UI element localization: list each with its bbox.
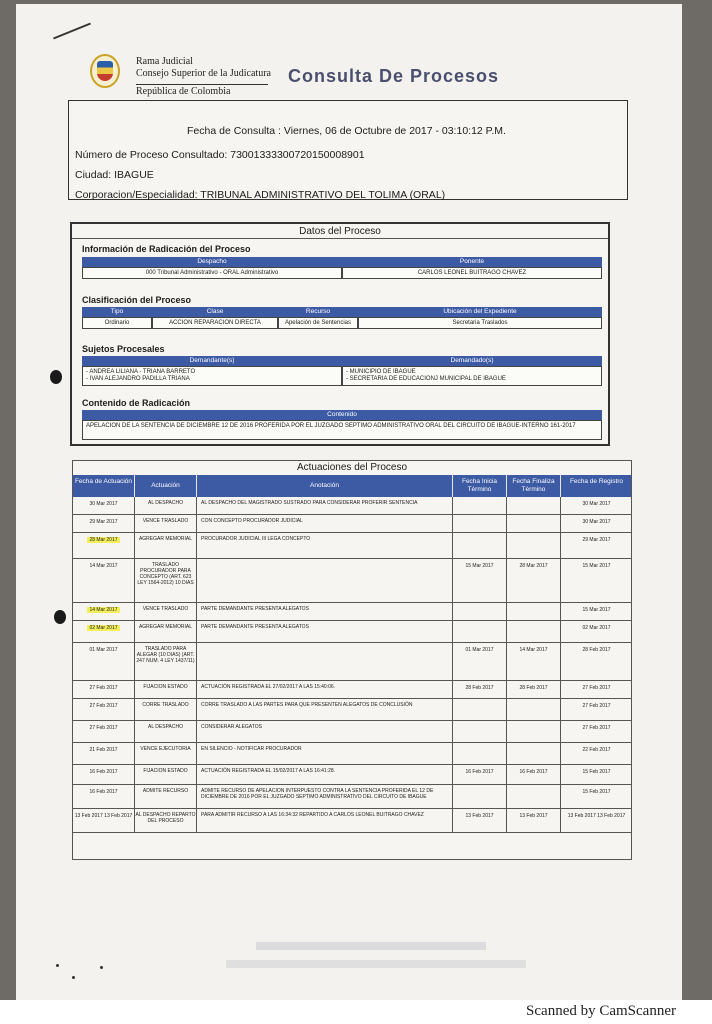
col-clase: Clase — [152, 307, 278, 317]
cell-fecha: 21 Feb 2017 — [73, 743, 135, 764]
corporacion: Corporacion/Especialidad: TRIBUNAL ADMINISTRATIVO DEL TOLIMA (ORAL) — [75, 189, 446, 201]
judiciary-logo — [84, 50, 274, 100]
cell-anotacion: CON CONCEPTO PROCURADOR JUDICIAL — [197, 515, 453, 532]
cell-fecha-finaliza: 16 Feb 2017 — [507, 765, 561, 784]
contenido-heading: Contenido de Radicación — [82, 398, 191, 408]
cell-fecha: 30 Mar 2017 — [73, 497, 135, 514]
cell-fecha: 01 Mar 2017 — [73, 643, 135, 680]
clasificacion-heading: Clasificación del Proceso — [82, 295, 192, 305]
scanner-watermark: Scanned by CamScanner — [526, 1003, 676, 1019]
cell-actuacion: TRASLADO PROCURADOR PARA CONCEPTO (ART. 623 LEY 1564-2012) 10 DIAS — [135, 559, 197, 602]
cell-fecha-registro: 27 Feb 2017 — [561, 721, 632, 742]
col-demandados: Demandado(s) — [342, 356, 602, 366]
cell-actuacion: FIJACION ESTADO — [135, 681, 197, 698]
cell-fecha-registro: 15 Feb 2017 — [561, 765, 632, 784]
cell-fecha-inicia — [453, 699, 507, 720]
cell-actuacion: AL DESPACHO REPARTO DEL PROCESO — [135, 809, 197, 832]
cell-fecha: 02 Mar 2017 — [73, 621, 135, 642]
cell-fecha-finaliza — [507, 743, 561, 764]
cell-fecha-inicia — [453, 721, 507, 742]
cell-fecha-finaliza: 14 Mar 2017 — [507, 643, 561, 680]
cell-anotacion: ACTUACIÓN REGISTRADA EL 15/02/2017 A LAS 16:41:28. — [197, 765, 453, 784]
cell-fecha-finaliza — [507, 497, 561, 514]
bleed-through-text — [226, 960, 526, 968]
numero-proceso: Número de Proceso Consultado: 73001333300720150008901 — [75, 149, 365, 161]
cell-fecha-registro: 15 Feb 2017 — [561, 785, 632, 808]
actuaciones-panel — [72, 460, 632, 860]
cell-fecha-finaliza — [507, 515, 561, 532]
org-line-1: Rama Judicial — [136, 56, 193, 67]
cell-fecha-finaliza — [507, 785, 561, 808]
col-despacho: Despacho — [82, 257, 342, 267]
demandados-cell — [342, 366, 602, 386]
punch-hole-top — [50, 370, 62, 384]
datos-panel-title: Datos del Proceso — [72, 224, 608, 239]
col-fecha-finaliza: Fecha Finaliza Término — [507, 475, 561, 497]
cell-actuacion: AL DESPACHO — [135, 721, 197, 742]
ubicacion-value: Secretaria Traslados — [358, 317, 602, 329]
demandante-1: - ANDREA LILIANA - TRIANA BARRETO — [86, 369, 196, 375]
cell-fecha-registro: 30 Mar 2017 — [561, 497, 632, 514]
cell-fecha-registro: 02 Mar 2017 — [561, 621, 632, 642]
cell-actuacion: AL DESPACHO — [135, 497, 197, 514]
cell-anotacion — [197, 643, 453, 680]
cell-fecha-finaliza — [507, 721, 561, 742]
cell-anotacion: ACTUACIÓN REGISTRADA EL 27/02/2017 A LAS 15:40:06. — [197, 681, 453, 698]
cell-fecha-finaliza — [507, 621, 561, 642]
cell-fecha: 16 Feb 2017 — [73, 785, 135, 808]
cell-fecha-inicia: 13 Feb 2017 — [453, 809, 507, 832]
cell-fecha-inicia — [453, 785, 507, 808]
cell-actuacion: CORRE TRASLADO — [135, 699, 197, 720]
table-row — [73, 621, 631, 643]
cell-fecha: 27 Feb 2017 — [73, 699, 135, 720]
cell-fecha-finaliza: 28 Mar 2017 — [507, 559, 561, 602]
cell-fecha: 13 Feb 2017 13 Feb 2017 — [73, 809, 135, 832]
demandado-2: - SECRETARIA DE EDUCACIONJ MUNICIPAL DE IBAGUE — [346, 376, 506, 382]
fecha-consulta: Fecha de Consulta : Viernes, 06 de Octubre de 2017 - 03:10:12 P.M. — [187, 125, 506, 137]
cell-fecha-inicia — [453, 497, 507, 514]
tipo-value: Ordinario — [82, 317, 152, 329]
radicacion-heading: Información de Radicación del Proceso — [82, 244, 251, 254]
table-row — [73, 765, 631, 785]
clase-value: ACCION REPARACION DIRECTA — [152, 317, 278, 329]
cell-fecha-registro: 15 Mar 2017 — [561, 603, 632, 620]
cell-anotacion: PARTE DEMANDANTE PRESENTA ALEGATOS — [197, 603, 453, 620]
table-row — [73, 497, 631, 515]
demandado-1: - MUNICIPIO DE IBAGUE — [346, 369, 416, 375]
col-ubicacion: Ubicación del Expediente — [358, 307, 602, 317]
col-anotacion: Anotación — [197, 475, 453, 497]
cell-fecha-finaliza — [507, 699, 561, 720]
cell-fecha-inicia: 01 Mar 2017 — [453, 643, 507, 680]
table-row — [73, 785, 631, 809]
cell-fecha-inicia: 16 Feb 2017 — [453, 765, 507, 784]
table-row — [73, 743, 631, 765]
cell-fecha-registro: 15 Mar 2017 — [561, 559, 632, 602]
col-tipo: Tipo — [82, 307, 152, 317]
cell-fecha: 14 Mar 2017 — [73, 603, 135, 620]
table-row — [73, 559, 631, 603]
col-contenido: Contenido — [82, 410, 602, 420]
punch-hole-bottom — [54, 610, 66, 624]
page-title: Consulta De Procesos — [288, 66, 500, 86]
cell-actuacion: ADMITE RECURSO — [135, 785, 197, 808]
table-row — [73, 809, 631, 833]
cell-fecha: 27 Feb 2017 — [73, 681, 135, 698]
cell-anotacion: PARA ADMITIR RECURSO A LAS 16:34:32 REPARTIDO A CARLOS LEONEL BUITRAGO CHAVEZ — [197, 809, 453, 832]
cell-fecha-inicia — [453, 743, 507, 764]
cell-actuacion: VENCE TRASLADO — [135, 515, 197, 532]
table-row — [73, 533, 631, 559]
cell-fecha-inicia — [453, 515, 507, 532]
cell-fecha: 16 Feb 2017 — [73, 765, 135, 784]
col-fecha-registro: Fecha de Registro — [561, 475, 632, 497]
table-row — [73, 643, 631, 681]
cell-anotacion: CONSIDERAR ALEGATOS — [197, 721, 453, 742]
cell-fecha-registro: 30 Mar 2017 — [561, 515, 632, 532]
table-row — [73, 681, 631, 699]
cell-fecha: 27 Feb 2017 — [73, 721, 135, 742]
col-fecha-inicia: Fecha Inicia Término — [453, 475, 507, 497]
cell-fecha-finaliza — [507, 603, 561, 620]
cell-fecha-registro: 22 Feb 2017 — [561, 743, 632, 764]
cell-actuacion: VENCE TRASLADO — [135, 603, 197, 620]
bleed-through-text — [256, 942, 486, 950]
coat-of-arms-icon — [84, 50, 124, 94]
actuaciones-title: Actuaciones del Proceso — [296, 462, 408, 473]
cell-fecha-inicia — [453, 621, 507, 642]
cell-actuacion: AGREGAR MEMORIAL — [135, 621, 197, 642]
demandante-2: - IVAN ALEJANDRO PADILLA TRIANA — [86, 376, 190, 382]
cell-fecha-inicia — [453, 533, 507, 558]
cell-actuacion: FIJACION ESTADO — [135, 765, 197, 784]
cell-fecha-registro: 13 Feb 2017 13 Feb 2017 — [561, 809, 632, 832]
ponente-value: CARLOS LEONEL BUITRAGO CHAVEZ — [342, 267, 602, 279]
cell-anotacion: PROCURADOR JUDICIAL III LEGA CONCEPTO — [197, 533, 453, 558]
pen-mark — [53, 23, 91, 40]
cell-actuacion: VENCE EJECUTORIA — [135, 743, 197, 764]
cell-anotacion — [197, 559, 453, 602]
cell-anotacion: ADMITE RECURSO DE APELACION INTERPUESTO CONTRA LA SENTENCIA PROFERIDA EL 12 DE DICIEMBRE DE 2016 POR EL JUZGADO SEPTIMO ADMINISTRATIVO DEL CIRCUITO DE IBAGUE — [197, 785, 453, 808]
cell-fecha-inicia: 15 Mar 2017 — [453, 559, 507, 602]
cell-fecha-finaliza: 13 Feb 2017 — [507, 809, 561, 832]
table-row — [73, 721, 631, 743]
demandantes-cell — [82, 366, 342, 386]
despacho-value: 000 Tribunal Administrativo - ORAL Administrativo — [82, 267, 342, 279]
scanned-page — [16, 4, 682, 1002]
col-demandantes: Demandante(s) — [82, 356, 342, 366]
cell-actuacion: AGREGAR MEMORIAL — [135, 533, 197, 558]
cell-fecha-finaliza: 28 Feb 2017 — [507, 681, 561, 698]
col-fecha-actuacion: Fecha de Actuación — [73, 475, 135, 497]
cell-fecha-registro: 27 Feb 2017 — [561, 699, 632, 720]
cell-anotacion: EN SILENCIO - NOTIFICAR PROCURADOR — [197, 743, 453, 764]
cell-fecha: 28 Mar 2017 — [73, 533, 135, 558]
col-ponente: Ponente — [342, 257, 602, 267]
cell-fecha-registro: 28 Feb 2017 — [561, 643, 632, 680]
cell-actuacion: TRASLADO PARA ALEGAR (10 DIAS) (ART. 247 NUM. 4 LEY 1437/11) — [135, 643, 197, 680]
cell-fecha: 29 Mar 2017 — [73, 515, 135, 532]
sujetos-heading: Sujetos Procesales — [82, 344, 165, 354]
table-row — [73, 699, 631, 721]
cell-anotacion: AL DESPACHO DEL MAGISTRADO SUSTRADO PARA CONSIDERAR PROFERIR SENTENCIA — [197, 497, 453, 514]
recurso-value: Apelación de Sentencias — [278, 317, 358, 329]
table-row — [73, 515, 631, 533]
ciudad: Ciudad: IBAGUE — [75, 169, 154, 181]
cell-fecha: 14 Mar 2017 — [73, 559, 135, 602]
col-recurso: Recurso — [278, 307, 358, 317]
cell-fecha-inicia — [453, 603, 507, 620]
contenido-value: APELACION DE LA SENTENCIA DE DICIEMBRE 12 DE 2016 PROFERIDA POR EL JUZGADO SEPTIMO ADMINISTRATIVO ORAL DEL CIRCUITO DE IBAGUE-INTERNO 161-2017 — [82, 420, 602, 440]
table-row — [73, 603, 631, 621]
datos-proceso-panel — [70, 222, 610, 446]
consulta-summary — [68, 100, 628, 200]
col-actuacion: Actuación — [135, 475, 197, 497]
actuaciones-header-row — [73, 475, 631, 497]
cell-anotacion: PARTE DEMANDANTE PRESENTA ALEGATOS — [197, 621, 453, 642]
cell-fecha-registro: 27 Feb 2017 — [561, 681, 632, 698]
cell-anotacion: CORRE TRASLADO A LAS PARTES PARA QUE PRESENTEN ALEGATOS DE CONCLUSIÓN — [197, 699, 453, 720]
org-line-2: Consejo Superior de la Judicatura — [136, 68, 271, 79]
org-line-3: República de Colombia — [136, 86, 231, 97]
cell-fecha-inicia: 28 Feb 2017 — [453, 681, 507, 698]
cell-fecha-registro: 29 Mar 2017 — [561, 533, 632, 558]
cell-fecha-finaliza — [507, 533, 561, 558]
